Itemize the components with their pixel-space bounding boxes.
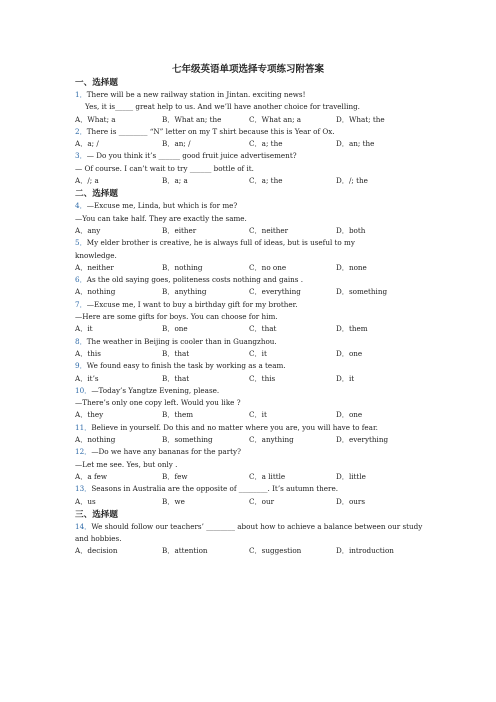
option-row [75,175,425,187]
question-line [75,483,425,495]
question-text: and hobbies. [75,534,122,544]
question-number: 12． [75,447,92,457]
question-block [75,299,425,336]
answer-option[interactable]: A．neither [75,262,114,272]
answer-option[interactable]: B．What an; the [162,114,222,124]
answer-option[interactable]: D．everything [336,435,389,445]
question-text: —Excuse me, Linda, but which is for me? [86,201,238,211]
option-row [75,286,425,298]
answer-option[interactable]: B．something [162,435,213,445]
question-block [75,446,425,483]
question-line [75,274,425,286]
answer-option[interactable]: C．everything [249,287,301,297]
option-row [75,545,425,557]
question-text: — Of course. I can’t wait to try ______ bottle of it. [75,163,254,173]
question-number: 9． [75,361,87,371]
section-header: 二、选择题 [75,189,118,200]
question-text: Believe in yourself. Do this and no matter where you are, you will have to fear. [91,422,378,432]
question-line [75,385,425,397]
page-title: 七年级英语单项选择专项练习附答案 [171,64,324,75]
answer-option[interactable]: C．it [249,410,267,420]
question-line [75,336,425,348]
answer-option[interactable]: B．that [162,348,190,358]
question-block [75,422,425,447]
question-line [75,360,425,372]
question-text: My elder brother is creative, he is always full of ideas, but is useful to my [86,238,355,248]
question-number: 8． [75,336,87,346]
question-block [75,200,425,237]
answer-option[interactable]: D．none [336,262,367,272]
question-block [75,126,425,151]
question-number: 3． [75,151,87,161]
option-row [75,323,425,335]
question-number: 1． [75,90,87,99]
answer-option[interactable]: D．ours [336,496,366,506]
question-line [75,163,425,175]
answer-option[interactable]: A．a few [75,471,108,481]
question-line [75,213,425,225]
question-block [75,360,425,385]
option-row [75,262,425,274]
question-line [75,299,425,311]
question-line [75,459,425,471]
question-text: The weather in Beijing is cooler than in Guangzhou. [86,336,277,346]
question-number: 4． [75,201,87,211]
question-block [75,385,425,422]
answer-option[interactable]: C．that [249,324,277,334]
option-row [75,471,425,483]
section-header: 三、选择题 [75,509,118,520]
answer-option[interactable]: C．anything [249,435,294,445]
answer-option[interactable]: B．we [162,496,185,506]
question-block [75,274,425,299]
answer-option[interactable]: C．it [249,348,267,358]
question-text: Yes, it is_____ great help to us. And we’ll have another choice for travelling. [85,102,360,112]
answer-option[interactable]: A．it’s [75,373,99,383]
answer-option[interactable]: D．an; the [336,139,375,149]
answer-option[interactable]: A．What; a [75,114,116,124]
answer-option[interactable]: C．a; the [249,139,283,149]
question-block [75,150,425,187]
answer-option[interactable]: A．they [75,410,104,420]
answer-option[interactable]: D．introduction [336,546,394,556]
answer-option[interactable]: C．our [249,496,275,506]
question-text: There is ________ “N” letter on my T shirt because this is Year of Ox. [86,126,335,136]
answer-option[interactable]: D．both [336,225,366,235]
question-line [75,150,425,162]
answer-option[interactable]: A．us [75,496,96,506]
question-number: 5． [75,238,87,248]
answer-option[interactable]: D．little [336,471,366,481]
question-text: We found easy to finish the task by working as a team. [86,361,286,371]
question-line [75,89,425,101]
answer-option[interactable]: A．nothing [75,435,116,445]
answer-option[interactable]: C．neither [249,225,289,235]
answer-option[interactable]: D．one [336,410,363,420]
option-row [75,114,425,126]
question-text: We should follow our teachers’ ________ about how to achieve a balance between our study [91,521,423,531]
question-number: 14． [75,521,92,531]
question-text: Seasons in Australia are the opposite of ________. It’s autumn there. [91,484,338,494]
answer-option[interactable]: B．few [162,471,188,481]
answer-option[interactable]: D．What; the [336,114,385,124]
question-text: There will be a new railway station in Jintan. exciting news! [86,90,306,99]
question-text: —Do we have any bananas for the party? [91,447,241,457]
question-text: —Let me see. Yes, but only . [75,459,178,469]
answer-option[interactable]: A．this [75,348,101,358]
answer-option[interactable]: B．an; / [162,139,191,149]
question-line [75,311,425,323]
answer-option[interactable]: A．a; / [75,139,99,149]
answer-option[interactable]: B．anything [162,287,207,297]
answer-option[interactable]: C．a little [249,471,286,481]
question-line [75,397,425,409]
answer-option[interactable]: B．them [162,410,194,420]
question-line [75,446,425,458]
question-line [75,521,425,533]
section-header: 一、选择题 [75,78,118,88]
question-block [75,521,425,558]
option-row [75,496,425,508]
answer-option[interactable]: D．something [336,287,388,297]
answer-option[interactable]: D．them [336,324,368,334]
question-text: —You can take half. They are exactly the same. [75,213,247,223]
question-number: 2． [75,126,87,136]
question-number: 7． [75,299,87,309]
option-row [75,373,425,385]
question-line [75,250,425,262]
answer-option[interactable]: D．it [336,373,355,383]
answer-option[interactable]: C．suggestion [249,546,302,556]
answer-option[interactable]: C．What an; a [249,114,302,124]
question-block [75,237,425,274]
question-line [75,101,425,113]
question-line [75,200,425,212]
answer-option[interactable]: B．nothing [162,262,203,272]
question-text: —Today’s Yangtze Evening, please. [91,385,220,395]
answer-option[interactable]: D．one [336,348,363,358]
answer-option[interactable]: C．a; the [249,176,283,186]
question-block [75,89,425,126]
question-line [75,237,425,249]
question-text: —Here are some gifts for boys. You can choose for him. [75,312,278,322]
answer-option[interactable]: B．attention [162,546,208,556]
answer-option[interactable]: A．any [75,225,101,235]
question-text: — Do you think it’s ______ good fruit juice advertisement? [86,151,297,161]
answer-option[interactable]: B．either [162,225,197,235]
option-row [75,434,425,446]
question-number: 11． [75,422,92,432]
question-list [75,76,425,558]
answer-option[interactable]: A．nothing [75,287,116,297]
question-text: —Excuse me, I want to buy a birthday gift for my brother. [86,299,298,309]
question-block [75,483,425,508]
answer-option[interactable]: A．it [75,324,93,334]
question-text: —There’s only one copy left. Would you like ? [75,398,241,408]
answer-option[interactable]: C．no one [249,262,287,272]
answer-option[interactable]: A．/; a [75,176,99,186]
question-text: As the old saying goes, politeness costs nothing and gains . [86,275,304,285]
answer-option[interactable]: D．/; the [336,176,368,186]
question-number: 13． [75,484,92,494]
answer-option[interactable]: C．this [249,373,276,383]
question-line [75,422,425,434]
question-number: 6． [75,275,87,285]
option-row [75,138,425,150]
answer-option[interactable]: B．a; a [162,176,188,186]
answer-option[interactable]: B．that [162,373,190,383]
option-row [75,348,425,360]
question-number: 10． [75,385,92,395]
answer-option[interactable]: A．decision [75,546,118,556]
answer-option[interactable]: B．one [162,324,188,334]
question-block [75,336,425,361]
option-row [75,409,425,421]
question-line [75,533,425,545]
option-row [75,225,425,237]
question-text: knowledge. [75,250,117,260]
question-line [75,126,425,138]
